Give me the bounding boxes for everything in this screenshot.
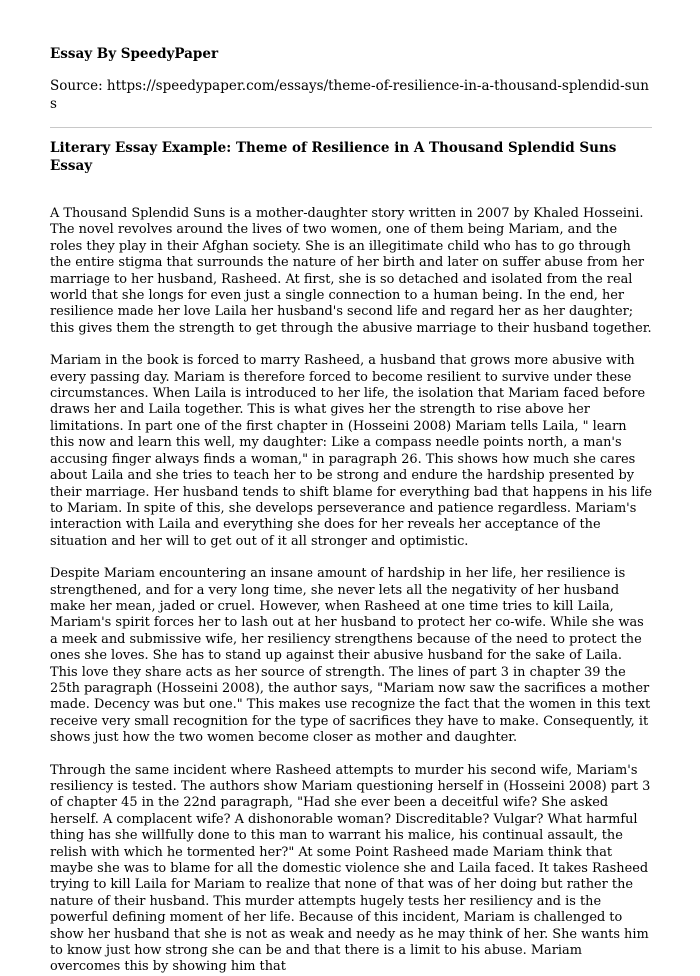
header-divider (50, 127, 652, 128)
document-header-title: Essay By SpeedyPaper (50, 46, 219, 62)
essay-paragraph-1: A Thousand Splendid Suns is a mother-daughter story written in 2007 by Khaled Hosseini. The novel revolves around the lives of two women, one of them being Mariam, and the roles they play in their Afghan society. She is an illegitimate child who has to go through the entire stigma that surrounds the nature of her birth and later on suffer abuse from her marriage to her husband, Rasheed. At first, she is so detached and isolated from the real world that she longs for even just a single connection to a human being. In the end, her resilience made her love Laila her husband's second life and regard her as her daughter; this gives them the strength to get through the abusive marriage to their husband together. (50, 206, 652, 336)
essay-paragraph-3: Despite Mariam encountering an insane amount of hardship in her life, her resilience is strengthened, and for a very long time, she never lets all the negativity of her husband make her mean, jaded or cruel. However, when Rasheed at one time tries to kill Laila, Mariam's spirit forces her to lash out at her husband to protect her co-wife. While she was a meek and submissive wife, her resiliency strengthens because of the need to protect the ones she loves. She has to stand up against their abusive husband for the sake of Laila. This love they share acts as her source of strength. The lines of part 3 in chapter 39 the 25th paragraph (Hosseini 2008), the author says, "Mariam now saw the sacrifices a mother made. Decency was but one." This makes use recognize the fact that the women in this text receive very small recognition for the type of sacrifices they have to make. Consequently, it shows just how the two women become closer as mother and daughter. (50, 566, 651, 746)
essay-paragraph-2: Mariam in the book is forced to marry Rasheed, a husband that grows more abusive with every passing day. Mariam is therefore forced to become resilient to survive under these circumstances. When Laila is introduced to her life, the isolation that Mariam faced before draws her and Laila together. This is what gives her the strength to rise above her limitations. In part one of the first chapter in (Hosseini 2008) Mariam tells Laila, " learn this now and learn this well, my daughter: Like a compass needle points north, a man's accusing finger always finds a woman," in paragraph 26. This shows how much she cares about Laila and she tries to teach her to be strong and endure the hardship presented by their marriage. Her husband tends to shift blame for everything bad that happens in his life to Mariam. In spite of this, she develops perseverance and patience regardless. Mariam's interaction with Laila and everything she does for her reveals her acceptance of the situation and her will to get out of it all stronger and optimistic. (50, 353, 652, 549)
essay-title: Literary Essay Example: Theme of Resilience in A Thousand Splendid Suns Essay (50, 140, 617, 174)
essay-body (50, 206, 652, 976)
source-url: https://speedypaper.com/essays/theme-of-resilience-in-a-thousand-splendid-suns (50, 78, 649, 112)
essay-paragraph-4: Through the same incident where Rasheed attempts to murder his second wife, Mariam's resiliency is tested. The authors show Mariam questioning herself in (Hosseini 2008) part 3 of chapter 45 in the 22nd paragraph, "Had she ever been a deceitful wife? She asked herself. A complacent wife? A dishonorable woman? Discreditable? Vulgar? What harmful thing has she willfully done to this man to warrant his malice, his continual assault, the relish with which he tormented her?" At some Point Rasheed made Mariam think that maybe she was to blame for all the domestic violence she and Laila faced. It takes Rasheed trying to kill Laila for Mariam to realize that none of that was of her doing but rather the nature of their husband. This murder attempts hugely tests her resiliency and is the powerful defining moment of her life. Because of this incident, Mariam is challenged to show her husband that she is not as weak and needy as he may think of her. She wants him to know just how strong she can be and that there is a limit to his abuse. Mariam overcomes this by showing him that (50, 762, 651, 975)
source-line (50, 77, 652, 113)
source-label: Source: (50, 78, 107, 94)
